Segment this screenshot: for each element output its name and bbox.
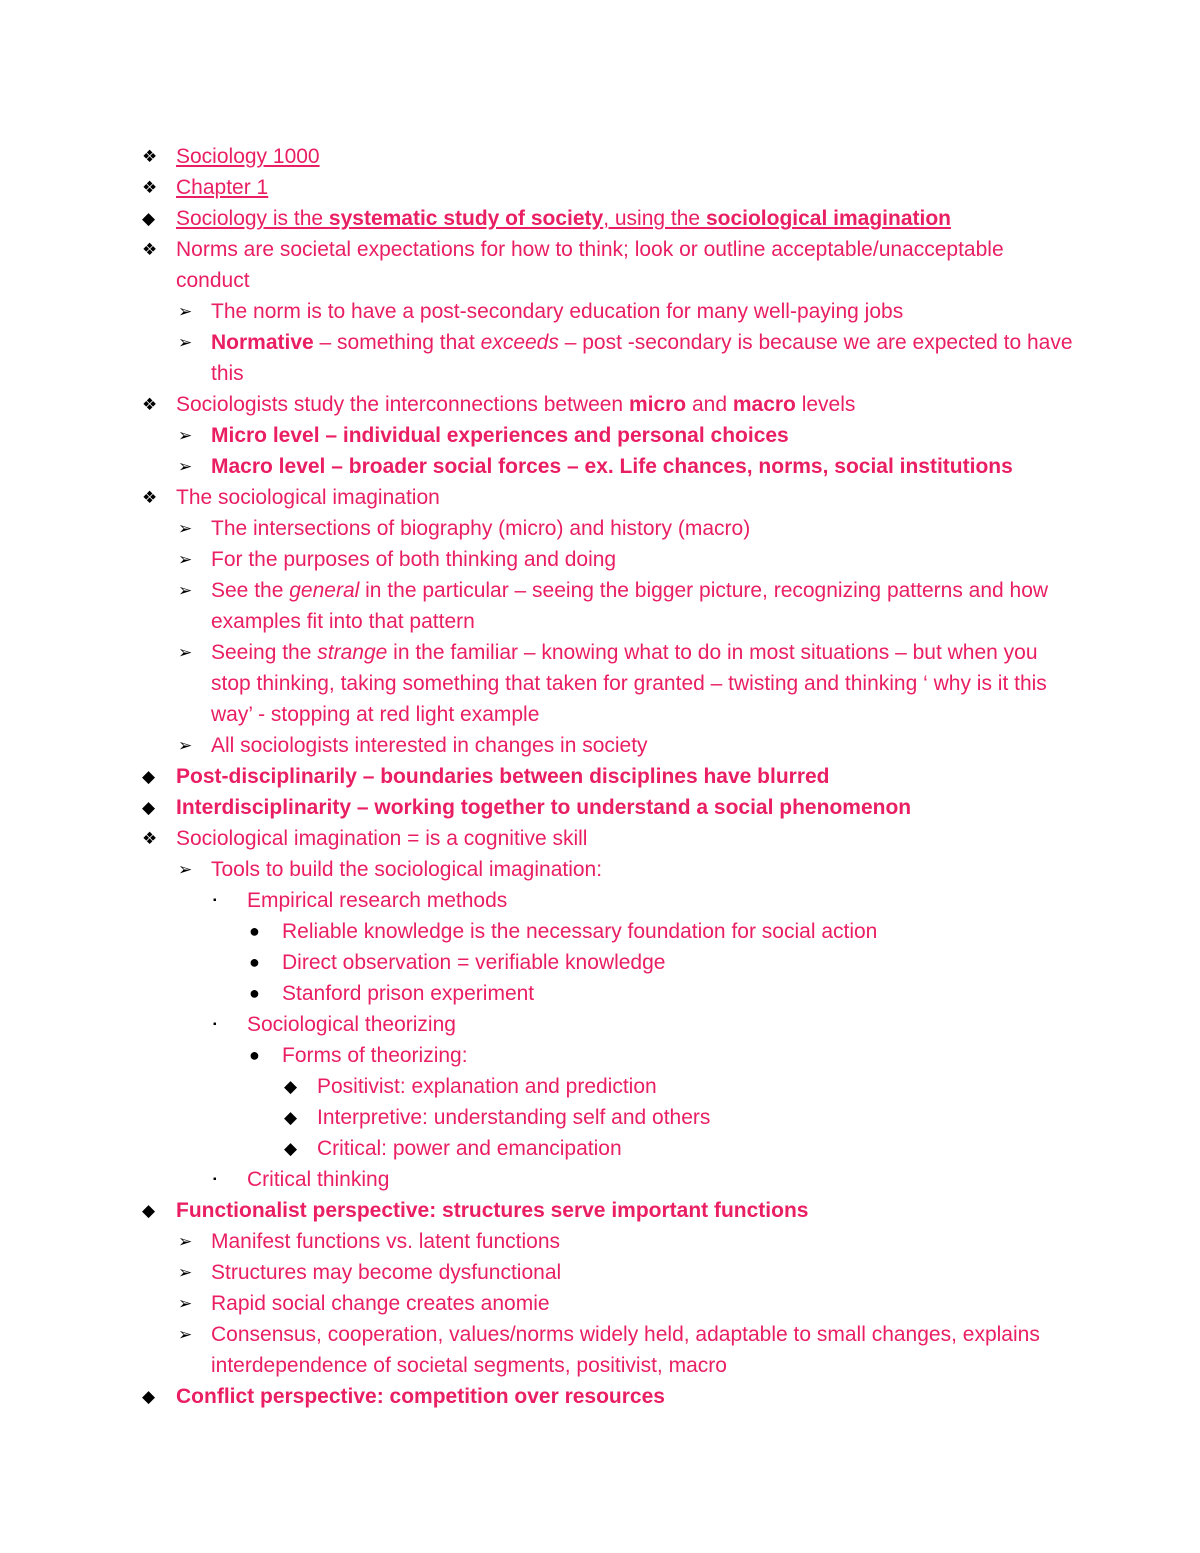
note-text: Critical: power and emancipation [317, 1137, 622, 1160]
note-text: Structures may become dysfunctional [211, 1261, 562, 1284]
note-text: Post-disciplinarily – boundaries between disciplines have blurred [176, 765, 830, 788]
clover-bullet-icon: ❖ [142, 178, 158, 197]
square-bullet-icon: ▪ [213, 1019, 217, 1030]
note-text: – something that [313, 331, 481, 354]
clover-bullet-icon: ❖ [142, 147, 158, 166]
list-item [140, 513, 1080, 544]
arrow-bullet-icon: ➢ [178, 1294, 193, 1313]
note-text: Sociological theorizing [247, 1013, 456, 1036]
arrow-bullet-icon: ➢ [178, 333, 193, 352]
list-item [140, 1195, 1080, 1226]
arrow-bullet-icon: ➢ [178, 581, 193, 600]
note-text: in the particular – seeing the bigger picture, recognizing patterns and how examples fit into that pattern [211, 579, 1049, 633]
note-text: Interdisciplinarity – working together to understand a social phenomenon [176, 796, 912, 819]
note-text: Tools to build the sociological imagination: [211, 858, 603, 881]
arrow-bullet-icon: ➢ [178, 860, 193, 879]
note-text: Interpretive: understanding self and others [317, 1106, 711, 1129]
list-item [140, 1009, 1080, 1040]
list-item [140, 327, 1080, 389]
arrow-bullet-icon: ➢ [178, 457, 193, 476]
note-text: Rapid social change creates anomie [211, 1292, 550, 1315]
arrow-bullet-icon: ➢ [178, 1263, 193, 1282]
diamond-bullet-icon: ◆ [284, 1108, 298, 1127]
note-text: – post -secondary is because we are expected to have this [211, 331, 1073, 385]
diamond-bullet-icon: ◆ [284, 1077, 298, 1096]
note-text: The intersections of biography (micro) and history (macro) [211, 517, 751, 540]
list-item [140, 544, 1080, 575]
note-text: Seeing the [211, 641, 318, 664]
note-text: Forms of theorizing: [282, 1044, 468, 1067]
arrow-bullet-icon: ➢ [178, 302, 193, 321]
list-item [140, 1133, 1080, 1164]
clover-bullet-icon: ❖ [142, 395, 158, 414]
note-text: Functionalist perspective: structures serve important functions [176, 1199, 809, 1222]
note-text: Reliable knowledge is the necessary foundation for social action [282, 920, 878, 943]
dot-bullet-icon: ● [249, 1045, 260, 1065]
clover-bullet-icon: ❖ [142, 488, 158, 507]
list-item [140, 1257, 1080, 1288]
list-item [140, 730, 1080, 761]
list-item [140, 1164, 1080, 1195]
list-item [140, 296, 1080, 327]
list-item [140, 482, 1080, 513]
dot-bullet-icon: ● [249, 952, 260, 972]
note-text: All sociologists interested in changes in society [211, 734, 648, 757]
note-text: exceeds [480, 331, 559, 354]
note-text: Empirical research methods [247, 889, 508, 912]
note-text: Micro level – individual experiences and personal choices [211, 424, 789, 447]
note-text: Sociological imagination = is a cognitive skill [176, 827, 588, 850]
note-text: Norms are societal expectations for how to think; look or outline acceptable/unacceptable conduct [176, 238, 1004, 292]
note-text: Sociology is the [176, 207, 329, 230]
diamond-bullet-icon: ◆ [142, 1201, 156, 1220]
note-text: Conflict perspective: competition over resources [176, 1385, 665, 1408]
note-text: For the purposes of both thinking and doing [211, 548, 617, 571]
note-text: Direct observation = verifiable knowledge [282, 951, 666, 974]
note-text: Consensus, cooperation, values/norms widely held, adaptable to small changes, explains interdependence of societal segments, positivist, macro [211, 1323, 1040, 1377]
arrow-bullet-icon: ➢ [178, 426, 193, 445]
clover-bullet-icon: ❖ [142, 240, 158, 259]
square-bullet-icon: ▪ [213, 895, 217, 906]
list-item [140, 637, 1080, 730]
diamond-bullet-icon: ◆ [142, 209, 156, 228]
list-item [140, 172, 1080, 203]
clover-bullet-icon: ❖ [142, 829, 158, 848]
note-text: See the [211, 579, 290, 602]
list-item [140, 1102, 1080, 1133]
list-item [140, 885, 1080, 916]
diamond-bullet-icon: ◆ [142, 767, 156, 786]
note-text: Chapter 1 [176, 176, 269, 199]
note-text: Stanford prison experiment [282, 982, 535, 1005]
note-text: strange [317, 641, 388, 664]
list-item [140, 978, 1080, 1009]
diamond-bullet-icon: ◆ [284, 1139, 298, 1158]
note-text: Sociologists study the interconnections between [176, 393, 629, 416]
note-text: general [289, 579, 360, 602]
note-text: and [686, 393, 733, 416]
note-text: Macro level – broader social forces – ex. Life chances, norms, social institutions [211, 455, 1013, 478]
note-text: micro [628, 393, 687, 416]
note-text: The norm is to have a post-secondary education for many well-paying jobs [211, 300, 904, 323]
list-item [140, 234, 1080, 296]
note-text: systematic study of society [328, 207, 604, 230]
list-item [140, 575, 1080, 637]
note-text: , using the [603, 207, 706, 230]
list-item [140, 854, 1080, 885]
list-item [140, 389, 1080, 420]
note-text: sociological imagination [705, 207, 951, 230]
arrow-bullet-icon: ➢ [178, 550, 193, 569]
list-item [140, 1040, 1080, 1071]
note-text: Manifest functions vs. latent functions [211, 1230, 561, 1253]
list-item [140, 1319, 1080, 1381]
note-text: in the familiar – knowing what to do in most situations – but when you stop thinking, taking something that taken for granted – twisting and thinking ‘ why is it this way’ - stopping at red light example [211, 641, 1047, 726]
dot-bullet-icon: ● [249, 983, 260, 1003]
note-text: Critical thinking [247, 1168, 390, 1191]
list-item [140, 761, 1080, 792]
note-text: Positivist: explanation and prediction [317, 1075, 657, 1098]
list-item [140, 823, 1080, 854]
list-item [140, 947, 1080, 978]
list-item [140, 916, 1080, 947]
list-item [140, 792, 1080, 823]
arrow-bullet-icon: ➢ [178, 643, 193, 662]
note-text: Sociology 1000 [176, 145, 320, 168]
arrow-bullet-icon: ➢ [178, 736, 193, 755]
list-item [140, 203, 1080, 234]
arrow-bullet-icon: ➢ [178, 519, 193, 538]
list-item [140, 451, 1080, 482]
diamond-bullet-icon: ◆ [142, 1387, 156, 1406]
list-item [140, 1381, 1080, 1412]
dot-bullet-icon: ● [249, 921, 260, 941]
arrow-bullet-icon: ➢ [178, 1325, 193, 1344]
note-text: Normative [211, 331, 314, 354]
note-text: macro [732, 393, 796, 416]
arrow-bullet-icon: ➢ [178, 1232, 193, 1251]
list-item [140, 141, 1080, 172]
note-text: The sociological imagination [176, 486, 440, 509]
notes-body [140, 141, 1080, 1412]
diamond-bullet-icon: ◆ [142, 798, 156, 817]
list-item [140, 1226, 1080, 1257]
square-bullet-icon: ▪ [213, 1174, 217, 1185]
list-item [140, 420, 1080, 451]
list-item [140, 1071, 1080, 1102]
note-text: levels [795, 393, 856, 416]
list-item [140, 1288, 1080, 1319]
